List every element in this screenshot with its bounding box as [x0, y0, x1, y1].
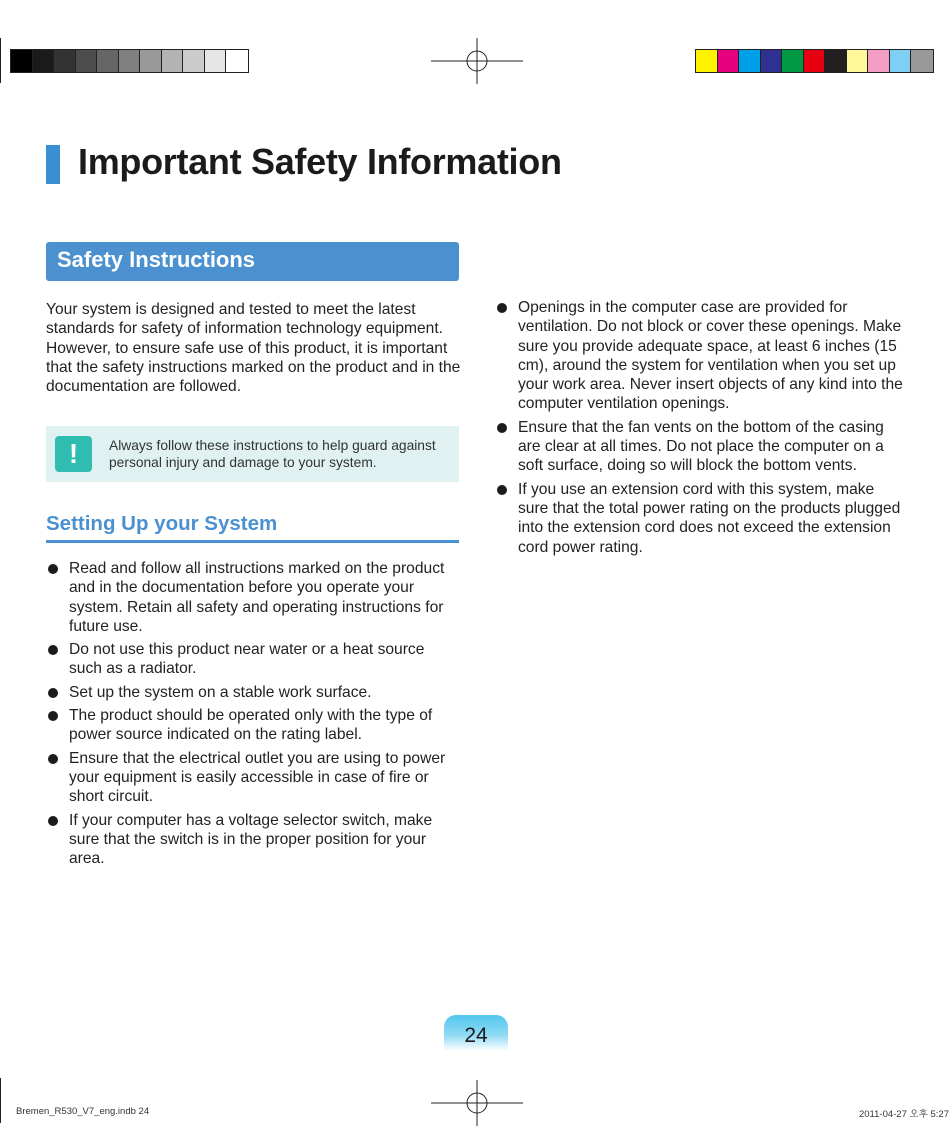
footer-timestamp: 2011-04-27 오후 5:27	[858, 1109, 949, 1120]
gray-color-bar	[10, 49, 249, 73]
color-swatch	[825, 50, 847, 72]
bullet-icon	[497, 303, 507, 313]
color-swatch	[804, 50, 826, 72]
exclamation-icon: !	[55, 436, 92, 472]
color-swatch	[226, 50, 248, 72]
subsection-title: Setting Up your System	[46, 512, 278, 535]
crop-mark-bottom-left	[0, 1078, 1, 1123]
color-swatch	[739, 50, 761, 72]
footer-file-info: Bremen_R530_V7_eng.indb 24	[16, 1106, 150, 1117]
bullet-icon	[48, 688, 58, 698]
bullet-icon	[48, 645, 58, 655]
registration-mark-top	[431, 38, 523, 84]
color-swatch	[54, 50, 76, 72]
color-swatch	[140, 50, 162, 72]
color-swatch	[162, 50, 184, 72]
list-item: If your computer has a voltage selector switch, make sure that the switch is in the proper position for your area.	[46, 811, 461, 869]
registration-mark-bottom	[431, 1080, 523, 1126]
subsection-rule	[46, 540, 459, 543]
note-text: Always follow these instructions to help guard against personal injury and damage to your system.	[109, 438, 436, 470]
list-item: Do not use this product near water or a heat source such as a radiator.	[46, 640, 461, 679]
crop-mark-top-left	[0, 38, 1, 83]
page-title: Important Safety Information	[78, 141, 562, 182]
color-swatch	[761, 50, 783, 72]
list-item: Ensure that the electrical outlet you are using to power your equipment is easily accessible in case of fire or short circuit.	[46, 749, 461, 807]
bullet-icon	[48, 816, 58, 826]
color-swatch	[205, 50, 227, 72]
list-item: Set up the system on a stable work surface.	[46, 683, 461, 702]
color-swatch	[76, 50, 98, 72]
list-item: Openings in the computer case are provided for ventilation. Do not block or cover these openings. Make sure you provide adequate space, at least 6 inches (15 cm), around the system for ventilation when you set up your work area. Never insert objects of any kind into the computer ventilation openings.	[495, 298, 905, 414]
bullet-icon	[497, 485, 507, 495]
page-number: 24	[464, 1024, 488, 1047]
list-item: The product should be operated only with the type of power source indicated on the rating label.	[46, 706, 461, 745]
bullet-icon	[497, 423, 507, 433]
color-swatch	[868, 50, 890, 72]
color-swatch	[97, 50, 119, 72]
color-swatch	[890, 50, 912, 72]
color-swatch	[183, 50, 205, 72]
list-item: Read and follow all instructions marked on the product and in the documentation before you operate your system. Retain all safety and operating instructions for future use.	[46, 559, 461, 636]
color-swatch	[696, 50, 718, 72]
right-bullet-list	[495, 298, 905, 561]
color-swatch	[782, 50, 804, 72]
color-swatch	[119, 50, 141, 72]
title-accent-bar	[46, 145, 60, 184]
left-bullet-list	[46, 559, 461, 872]
bullet-icon	[48, 564, 58, 574]
color-swatch	[911, 50, 933, 72]
bullet-icon	[48, 754, 58, 764]
section-title: Safety Instructions	[57, 247, 256, 272]
color-swatch	[718, 50, 740, 72]
color-swatch	[33, 50, 55, 72]
color-swatch	[847, 50, 869, 72]
process-color-bar	[695, 49, 934, 73]
color-swatch	[11, 50, 33, 72]
bullet-icon	[48, 711, 58, 721]
list-item: Ensure that the fan vents on the bottom of the casing are clear at all times. Do not place the computer on a soft surface, doing so will block the bottom vents.	[495, 418, 905, 476]
list-item: If you use an extension cord with this system, make sure that the total power rating on the products plugged into the extension cord does not exceed the extension cord power rating.	[495, 480, 905, 557]
intro-paragraph: Your system is designed and tested to meet the latest standards for safety of information technology equipment. However, to ensure safe use of this product, it is important that the safety instructions marked on the product and in the documentation are followed.	[46, 301, 461, 396]
